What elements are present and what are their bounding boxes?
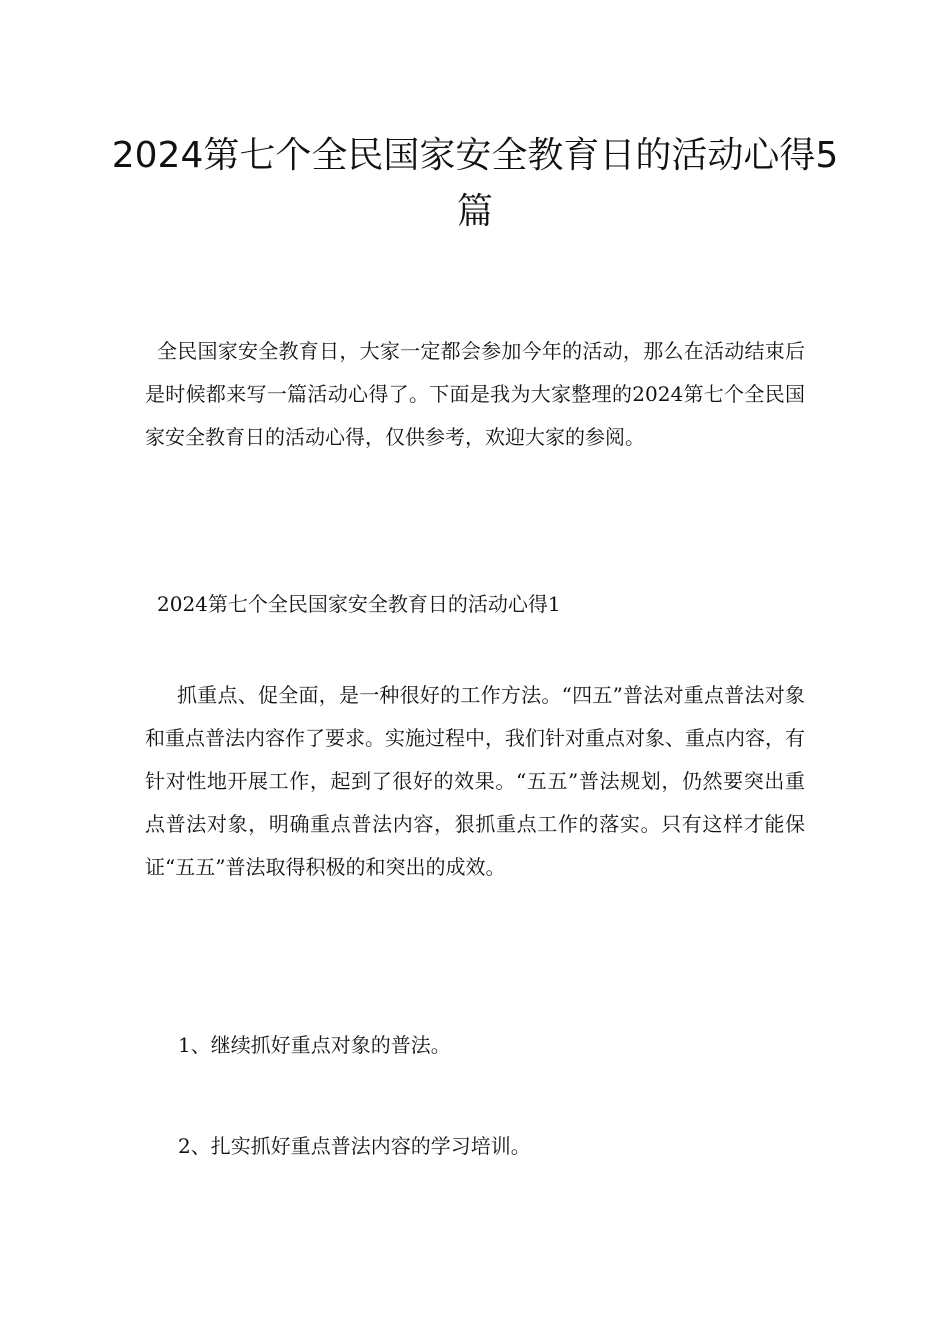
document-title: 2024第七个全民国家安全教育日的活动心得5篇	[111, 135, 839, 232]
list-item: 1、继续抓好重点对象的普法。	[178, 1033, 451, 1057]
body-paragraph: 抓重点、促全面，是一种很好的工作方法。“四五”普法对重点普法对象和重点普法内容作了要求。实施过程中，我们针对重点对象、重点内容，有针对性地开展工作，起到了很好的效果。“五五”普法规划，仍然要突出重点普法对象，明确重点普法内容，狠抓重点工作的落实。只有这样才能保证“五五”普法取得积极的和突出的成效。	[145, 683, 805, 879]
list-item: 2、扎实抓好重点普法内容的学习培训。	[178, 1134, 531, 1158]
section-heading: 2024第七个全民国家安全教育日的活动心得1	[157, 592, 561, 616]
intro-paragraph: 全民国家安全教育日，大家一定都会参加今年的活动，那么在活动结束后是时候都来写一篇活动心得了。下面是我为大家整理的2024第七个全民国家安全教育日的活动心得，仅供参考，欢迎大家的参阅。	[145, 339, 805, 449]
